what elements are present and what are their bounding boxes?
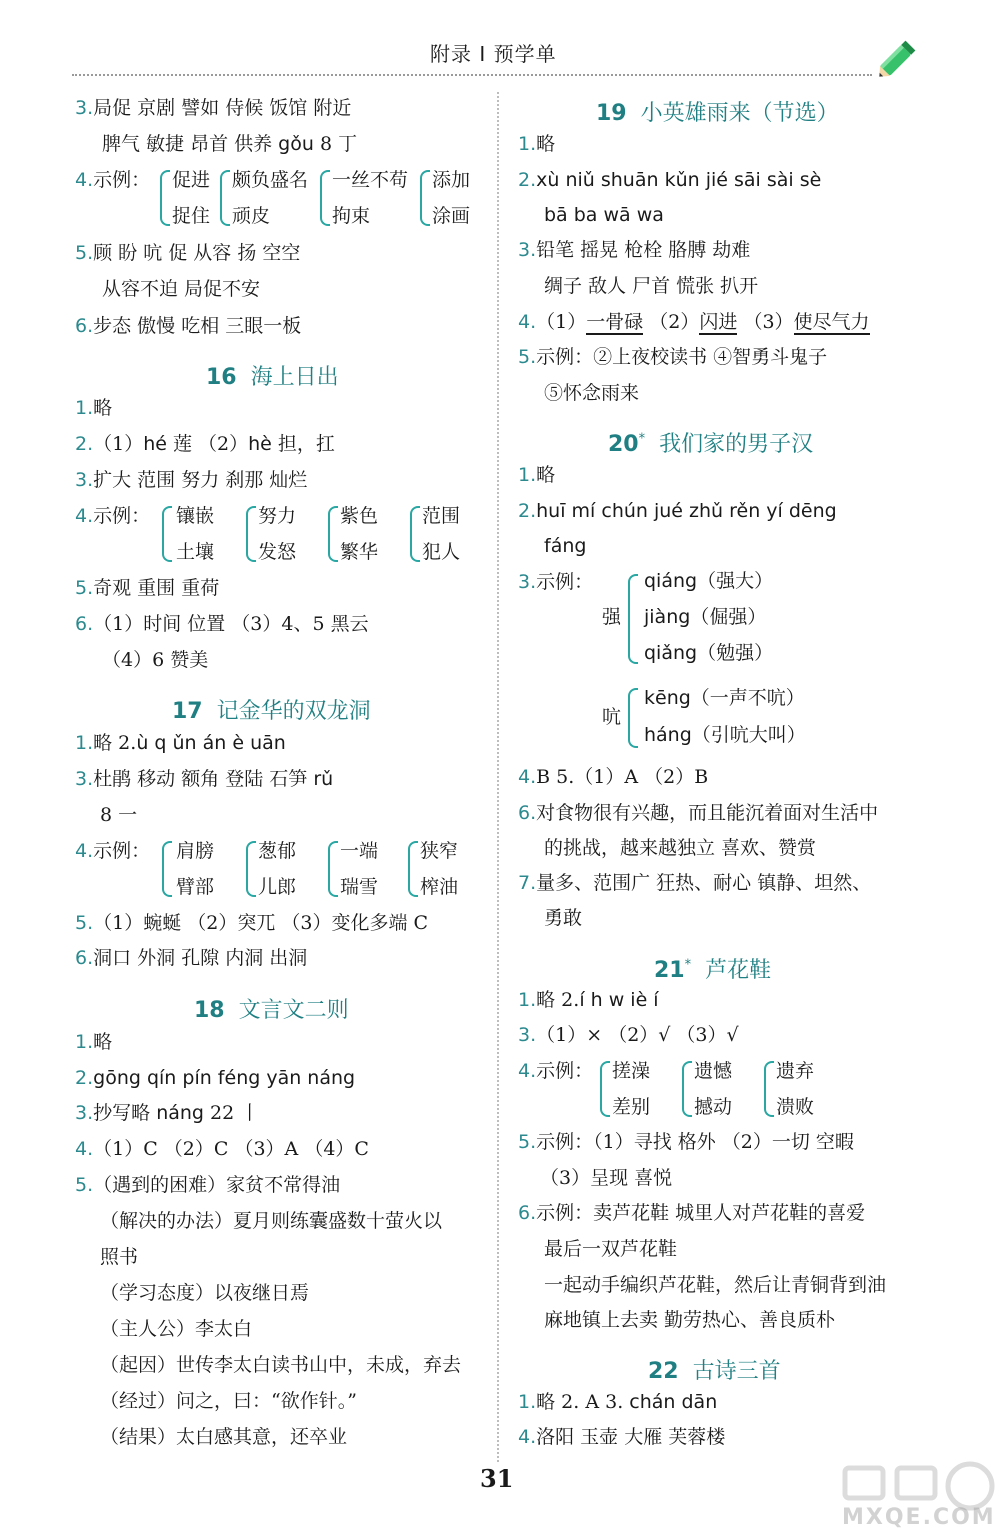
brace-icon	[246, 506, 256, 562]
answer-line	[75, 767, 333, 791]
section-number: 21	[654, 958, 685, 983]
section-title	[206, 360, 339, 391]
answer-text: 莲 （2）	[166, 433, 249, 455]
section-name: 我们家的男子汉	[659, 432, 814, 457]
question-number: 6.	[75, 315, 94, 337]
answer-line: （3）呈现 喜悦	[540, 1167, 673, 1189]
answer-text: 步态 傲慢 吃相 三眼一板	[93, 315, 302, 337]
page-header	[0, 0, 1008, 80]
answer-line	[75, 96, 351, 120]
star-mark: *	[638, 431, 646, 447]
answer-text: 扩大 范围 努力 刹那 灿烂	[93, 469, 308, 491]
answer-line: （结果）太白感其意，还卒业	[100, 1426, 348, 1448]
question-number: 2.	[518, 169, 537, 191]
section-number: 16	[206, 365, 237, 390]
answer-text: （遇到的困难）家贫不常得油	[93, 1174, 341, 1196]
reading-item	[644, 723, 806, 747]
pair-bottom: 犯人	[422, 541, 461, 563]
answer-text: B 5.（1）A （2）B	[536, 766, 709, 788]
question-number: 3.	[75, 469, 94, 491]
underlined-answer: 一骨碌	[586, 311, 644, 333]
answer-text: 略 2.	[93, 732, 137, 754]
underlined-answer: 使尽气力	[793, 311, 870, 333]
pair-top: 肩膀	[176, 840, 215, 862]
section-name: 芦花鞋	[705, 958, 772, 983]
answer-line	[518, 238, 750, 262]
pair-top: 紫色	[340, 505, 379, 527]
section-name: 文言文二则	[238, 998, 349, 1023]
answer-line	[75, 911, 428, 935]
answer-line: 麻地镇上去卖 勤劳热心、善良质朴	[544, 1309, 836, 1331]
pair-bottom: 溃败	[776, 1096, 815, 1118]
question-number: 1.	[75, 397, 94, 419]
answer-text: （1）	[93, 433, 144, 455]
answer-line: 8 一	[100, 804, 138, 826]
answer-text: 略	[93, 1031, 113, 1053]
answer-line	[75, 468, 307, 492]
answer-text: 略 2.	[536, 989, 580, 1011]
answer-text: （1）C （2）C （3）A （4）C	[93, 1138, 369, 1160]
pair-top: 搓澡	[612, 1060, 651, 1082]
answer-line	[518, 345, 827, 369]
pair-top: 范围	[422, 505, 461, 527]
answer-text: （引吭大叫）	[691, 724, 806, 746]
answer-line	[75, 612, 369, 636]
section-number: 22	[648, 1359, 679, 1384]
question-number: 6.	[75, 613, 94, 635]
pinyin-text: gǒu	[278, 133, 314, 155]
watermark-text: MXQE.COM	[842, 1505, 996, 1530]
section-title	[194, 993, 349, 1024]
question-number: 5.	[75, 242, 94, 264]
brace-icon	[410, 506, 420, 562]
brace-icon	[628, 574, 638, 664]
question-number: 1.	[518, 133, 537, 155]
section-name: 记金华的双龙洞	[216, 699, 371, 724]
answer-text: 奇观 重围 重荷	[93, 577, 220, 599]
answer-label: 示例：	[536, 1060, 594, 1082]
brace-icon	[628, 688, 638, 748]
pair-bottom: 繁华	[340, 541, 379, 563]
header-rule	[72, 74, 872, 76]
answer-line	[518, 499, 837, 523]
section-title	[608, 427, 813, 458]
answer-text: 顾 盼 吭 促 从容 扬 空空	[93, 242, 301, 264]
question-number: 5.	[75, 912, 94, 934]
brace-icon	[162, 841, 172, 897]
answer-line	[102, 132, 357, 156]
polyphone-char: 强	[602, 606, 622, 628]
answer-line	[518, 1023, 739, 1047]
brace-icon	[408, 841, 418, 897]
pair-bottom: 撼动	[694, 1096, 733, 1118]
answer-line	[518, 988, 659, 1012]
pair-bottom: 土壤	[176, 541, 215, 563]
answer-label: 示例：	[536, 571, 594, 593]
answer-text: （一声不吭）	[690, 687, 805, 709]
section-title	[596, 96, 839, 127]
section-title	[654, 953, 771, 984]
answer-line	[518, 463, 555, 487]
pinyin-text: bā ba wā wa	[544, 204, 664, 226]
section-title	[648, 1354, 781, 1385]
pair-top: 促进	[172, 169, 211, 191]
question-number: 5.	[75, 1174, 94, 1196]
question-number: 5.	[518, 1131, 537, 1153]
answer-line: 绸子 敌人 尸首 慌张 扒开	[544, 275, 759, 297]
section-title	[172, 694, 371, 725]
answer-line	[518, 1130, 854, 1154]
question-number: 1.	[75, 1031, 94, 1053]
pair-bottom: 捉住	[172, 205, 211, 227]
answer-text: （2）	[643, 311, 700, 333]
answer-line	[75, 1101, 259, 1125]
answer-line	[518, 1390, 717, 1414]
answer-line	[75, 731, 286, 755]
answer-text: 抄写略	[93, 1102, 157, 1124]
answer-text: 量多、范围广 狂热、耐心 镇静、坦然、	[536, 872, 872, 894]
question-number: 5.	[518, 346, 537, 368]
answer-text: 对食物很有兴趣，而且能沉着面对生活中	[536, 802, 879, 824]
pair-bottom: 儿郎	[258, 876, 297, 898]
question-number: 4.	[518, 766, 537, 788]
brace-icon	[764, 1061, 774, 1117]
page-number: 31	[480, 1464, 514, 1493]
brace-icon	[162, 506, 172, 562]
answer-line	[75, 241, 300, 265]
answer-text: （勉强）	[697, 642, 774, 664]
answer-text: （3）	[737, 311, 794, 333]
brace-icon	[328, 841, 338, 897]
pair-bottom: 顽皮	[232, 205, 271, 227]
answer-line	[75, 1173, 340, 1197]
question-number: 1.	[518, 1391, 537, 1413]
brace-icon	[682, 1061, 692, 1117]
answer-line: ⑤怀念雨来	[544, 382, 640, 404]
answer-text: （强大）	[697, 570, 774, 592]
answer-line	[75, 314, 301, 338]
brace-icon	[420, 170, 430, 226]
answer-line: （学习态度）以夜继日焉	[100, 1282, 310, 1304]
pair-top: 一端	[340, 840, 379, 862]
answer-label: 示例：	[93, 840, 151, 862]
question-number: 4.	[75, 840, 94, 862]
answer-text: 洞口 外洞 孔隙 内洞 出洞	[93, 947, 308, 969]
answer-line: 照书	[100, 1246, 139, 1268]
pinyin-text: jiàng	[644, 606, 691, 628]
question-number: 1.	[518, 989, 537, 1011]
pinyin-text: rǔ	[313, 768, 334, 790]
answer-text: 示例：卖芦花鞋 城里人对芦花鞋的喜爱	[536, 1202, 866, 1224]
answer-line	[518, 1059, 593, 1083]
answer-line: （主人公）李太白	[100, 1318, 253, 1340]
pair-bottom: 差别	[612, 1096, 651, 1118]
pinyin-text: ù q ǔn án è uān	[136, 732, 286, 754]
pair-bottom: 臂部	[176, 876, 215, 898]
pinyin-text: fáng	[544, 535, 587, 557]
section-number: 17	[172, 699, 203, 724]
question-number: 3.	[518, 239, 537, 261]
answer-label: 示例：	[93, 169, 151, 191]
answer-line: 一起动手编织芦花鞋，然后让青铜背到油	[544, 1274, 887, 1296]
answer-text: （1）× （2）√ （3）√	[536, 1024, 739, 1046]
pinyin-text: huī mí chún jué zhǔ rěn yí dēng	[536, 500, 837, 522]
answer-line	[518, 801, 878, 825]
question-number: 1.	[518, 464, 537, 486]
pair-top: 葱郁	[258, 840, 297, 862]
answer-line	[518, 765, 708, 789]
answer-text: 22 丨	[203, 1102, 260, 1124]
reading-item	[644, 605, 766, 629]
answer-line: 最后一双芦花鞋	[544, 1238, 678, 1260]
pinyin-text: gōng qín pín féng yān náng	[93, 1067, 356, 1089]
answer-line	[518, 132, 555, 156]
answer-line	[544, 534, 586, 558]
answer-line	[75, 396, 112, 420]
question-number: 2.	[518, 500, 537, 522]
answer-line	[518, 570, 593, 594]
answer-line	[75, 1030, 112, 1054]
reading-item	[644, 641, 773, 665]
header-title: 附录 I 预学单	[430, 42, 557, 66]
pinyin-text: háng	[644, 724, 692, 746]
question-number: 4.	[75, 1138, 94, 1160]
pair-bottom: 瑞雪	[340, 876, 379, 898]
question-number: 6.	[75, 947, 94, 969]
pair-bottom: 榨油	[420, 876, 459, 898]
question-number: 5.	[75, 577, 94, 599]
pair-top: 遗弃	[776, 1060, 815, 1082]
brace-icon	[320, 170, 330, 226]
question-number: 7.	[518, 872, 537, 894]
answer-line	[75, 839, 150, 863]
answer-text: 铅笔 摇晃 枪栓 胳膊 劫难	[536, 239, 751, 261]
answer-line: 的挑战，越来越独立 喜欢、赞赏	[544, 837, 817, 859]
pair-bottom: 拘束	[332, 205, 371, 227]
pair-bottom: 涂画	[432, 205, 471, 227]
brace-icon	[328, 506, 338, 562]
brace-icon	[600, 1061, 610, 1117]
answer-line	[75, 576, 219, 600]
pinyin-text: xù niǔ shuān kǔn jié sāi sài sè	[536, 169, 822, 191]
answer-line: 从容不迫 局促不安	[102, 278, 261, 300]
pencil-icon	[872, 34, 922, 84]
polyphone-char: 吭	[602, 706, 622, 728]
question-number: 6.	[518, 1202, 537, 1224]
answer-line	[518, 1201, 865, 1225]
reading-item	[644, 569, 773, 593]
brace-icon	[220, 170, 230, 226]
answer-text: 略	[93, 397, 113, 419]
pinyin-text: kēng	[644, 687, 691, 709]
question-number: 3.	[75, 97, 94, 119]
pinyin-text: qiǎng	[644, 642, 698, 664]
section-name: 小英雄雨来（节选）	[640, 101, 839, 126]
pair-top: 狭窄	[420, 840, 459, 862]
answer-line	[75, 1066, 355, 1090]
answer-line: 勇敢	[544, 907, 583, 929]
answer-line	[75, 432, 335, 456]
answer-line: （起因）世传李太白读书山中，未成，弃去	[100, 1354, 462, 1376]
answer-text: （1）蜿蜒 （2）突兀 （3）变化多端 C	[93, 912, 429, 934]
answer-line	[75, 504, 150, 528]
star-mark: *	[684, 957, 692, 973]
answer-text: 略	[536, 133, 556, 155]
question-number: 4.	[518, 311, 537, 333]
question-number: 3.	[75, 1102, 94, 1124]
question-number: 4.	[518, 1060, 537, 1082]
question-number: 6.	[518, 802, 537, 824]
pair-top: 镶嵌	[176, 505, 215, 527]
answer-line	[518, 310, 870, 334]
brace-icon	[160, 170, 170, 226]
section-number: 20	[608, 432, 639, 457]
answer-label: 示例：	[93, 505, 151, 527]
column-divider	[497, 92, 499, 1462]
answer-text: 洛阳 玉壶 大雁 芙蓉楼	[536, 1426, 726, 1448]
pinyin-text: í h w iè í	[579, 989, 659, 1011]
answer-line: （经过）问之，曰：“欲作针。”	[100, 1390, 357, 1412]
answer-text: 略 2. A 3.	[536, 1391, 630, 1413]
answer-text: 8 丁	[313, 133, 358, 155]
question-number: 1.	[75, 732, 94, 754]
answer-line	[75, 1137, 369, 1161]
answer-line	[518, 871, 871, 895]
answer-text: 担，扛	[271, 433, 335, 455]
answer-text: （1）时间 位置 （3）4、5 黑云	[93, 613, 369, 635]
answer-text: （1）	[536, 311, 587, 333]
question-number: 3.	[518, 571, 537, 593]
answer-text: 示例：（1）寻找 格外 （2）一切 空暇	[536, 1131, 854, 1153]
question-number: 2.	[75, 1067, 94, 1089]
question-number: 4.	[518, 1426, 537, 1448]
answer-line	[518, 1425, 725, 1449]
answer-text: 局促 京剧 譬如 侍候 饭馆 附近	[93, 97, 352, 119]
reading-item	[644, 686, 805, 710]
pair-top: 添加	[432, 169, 471, 191]
section-number: 18	[194, 998, 225, 1023]
pair-top: 努力	[258, 505, 297, 527]
answer-text: 示例：②上夜校读书 ④智勇斗鬼子	[536, 346, 828, 368]
answer-text: （倔强）	[690, 606, 767, 628]
answer-line	[518, 168, 821, 192]
pair-top: 遗憾	[694, 1060, 733, 1082]
pair-top: 一丝不苟	[332, 169, 409, 191]
pinyin-text: qiáng	[644, 570, 698, 592]
pinyin-text: hè	[248, 433, 272, 455]
answer-line	[544, 203, 664, 227]
answer-text: 杜鹃 移动 额角 登陆 石笋	[93, 768, 314, 790]
pinyin-text: hé	[143, 433, 167, 455]
brace-icon	[246, 841, 256, 897]
answer-line: （4）6 赞美	[102, 649, 209, 671]
question-number: 3.	[75, 768, 94, 790]
question-number: 4.	[75, 505, 94, 527]
question-number: 3.	[518, 1024, 537, 1046]
pinyin-text: náng	[156, 1102, 204, 1124]
question-number: 4.	[75, 169, 94, 191]
section-name: 古诗三首	[692, 1359, 781, 1384]
pinyin-text: chán dān	[629, 1391, 718, 1413]
answer-line: （解决的办法）夏月则练囊盛数十萤火以	[100, 1210, 443, 1232]
answer-text: 脾气 敏捷 昂首 供养	[102, 133, 279, 155]
section-name: 海上日出	[250, 365, 339, 390]
answer-line	[75, 946, 307, 970]
answer-line	[75, 168, 150, 192]
answer-text: 略	[536, 464, 556, 486]
pair-bottom: 发怒	[258, 541, 297, 563]
pair-top: 颇负盛名	[232, 169, 309, 191]
section-number: 19	[596, 101, 627, 126]
question-number: 2.	[75, 433, 94, 455]
underlined-answer: 闪进	[699, 311, 738, 333]
